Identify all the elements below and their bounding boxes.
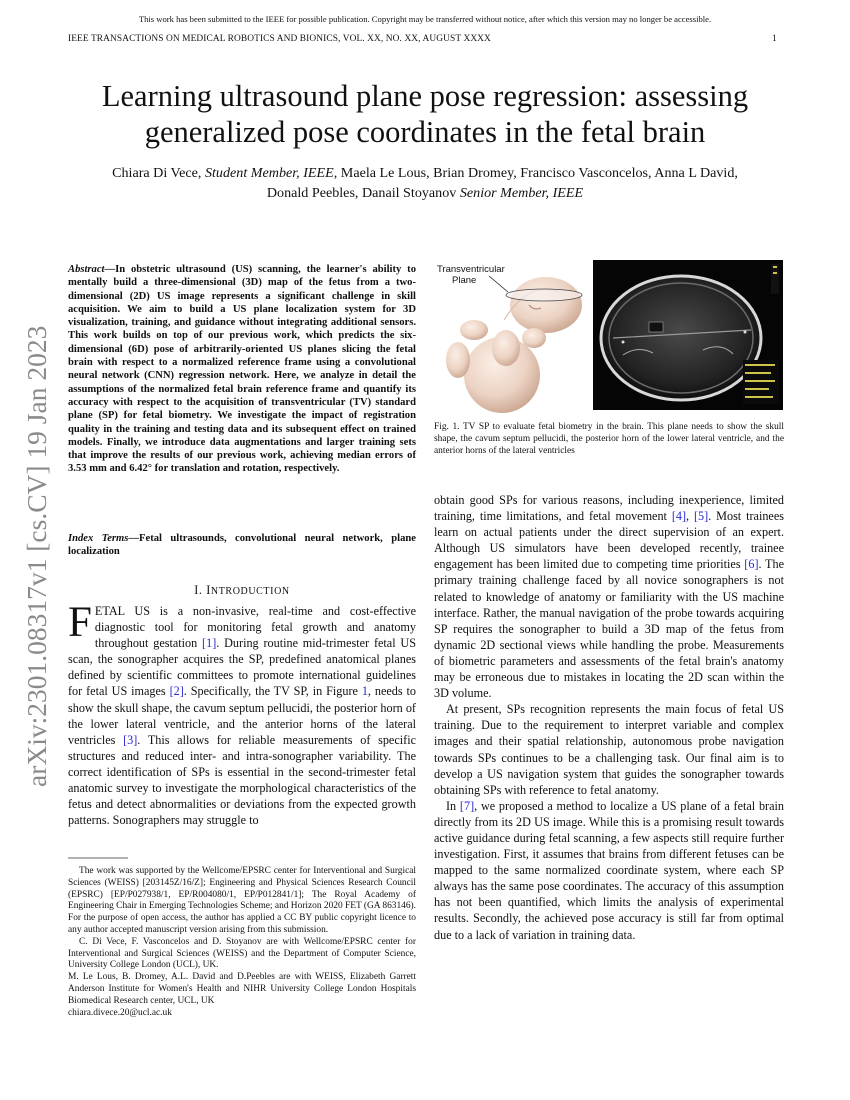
footnote-funding: The work was supported by the Wellcome/EPSRC center for Interventional and Surgical Sciences (WEISS) [203145Z/16/Z]; Engineering and Physical Sciences Research Council (EPSRC) [EP/P027938/1, EP/R004080/1, EP/P012841/1]; The Royal Academy of Engineering Chair in Emerging Technologies Scheme; and Horizon 2020 FET (GA 863146). For the purpose of open access, the author has applied a CC BY public copyright licence to any author accepted manuscript version arising from this submission. <box>68 866 416 935</box>
section-heading <box>68 583 416 598</box>
paragraph-text: . Most trainees learn on actual patients under the direct supervision of an expert. Although US simulators have been developed recently, trainee engagement has been limited due to competing time priorities <box>434 509 784 572</box>
authors-text: Chiara Di Vece, <box>112 165 205 181</box>
paragraph-text: . The primary training challenge faced by all novice sonographers is not related to knowledge of anatomy or familiarity with the US machine interface. Rather, the manual navigation of the probe towards acquiring SP requires the sonographer to build a 3D map of the fetus from dynamic 2D sectional views while handling the probe. Measurements of biometric parameters and assessments of the fetal brain's anatomy may be erroneous due to mistakes in locating the 2D scan within the 3D volume. <box>434 557 785 701</box>
ultrasound-image <box>593 260 783 410</box>
footnote-affiliation-1: C. Di Vece, F. Vasconcelos and D. Stoyanov are with Wellcome/EPSRC center for Interventional and Surgical Sciences (WEISS) and the Department of Computer Science, University College London (UCL), UK. <box>68 936 416 971</box>
section-title: NTRODUCTION <box>210 586 290 597</box>
citation-link[interactable]: [3] <box>123 732 138 747</box>
authors-text: Donald Peebles, Danail Stoyanov <box>266 185 460 201</box>
intro-text: . This allows for reliable measurements of specific structures and reduced inter- and intra-sonographer variability. The correct identification of SPs is essential in the second-trimester fetal anatomic survey to investigate the morphological characteristics of the fetus and detect abnormalities or deviations from the expected growth patterns. Sonographers may struggle to <box>68 732 416 828</box>
paper-title <box>40 78 810 150</box>
running-header: IEEE TRANSACTIONS ON MEDICAL ROBOTICS AND BIONICS, VOL. XX, NO. XX, AUGUST XXXX <box>68 34 491 44</box>
paragraph: At present, SPs recognition represents the main focus of fetal US training. Due to the requirement to interpret variable and complex images and their spatial relationship, autonomous probe navigation towards SPs continues to be a challenging task. Our final aim is to develop a US navigation system that guides the sonographer towards obtaining SPs with reference to fetal anatomy. <box>434 702 784 797</box>
figure-caption: Fig. 1. TV SP to evaluate fetal biometry in the brain. This plane needs to show the skull shape, the cavum septum pellucidi, the posterior horn of the lower lateral ventricle, and the anterior horns of the lateral ventricles <box>434 422 784 456</box>
title-line-1: Learning ultrasound plane pose regression: assessing <box>101 79 749 113</box>
citation-link[interactable]: [1] <box>202 636 217 651</box>
authors-text: , Maela Le Lous, Brian Dromey, Francisco Vasconcelos, Anna L David, <box>333 165 738 181</box>
section-number: I. I <box>194 583 211 597</box>
paragraph <box>434 798 784 943</box>
index-terms-label: Index Terms <box>68 533 129 544</box>
abstract <box>68 263 416 476</box>
plane-label-2: Plane <box>452 275 477 286</box>
introduction-paragraph <box>68 599 416 828</box>
intro-text: ETAL US is a non-invasive, real-time and cost-effective diagnostic tool for monitoring fetal growth and anatomy throughout gestation <box>94 604 416 651</box>
paragraph-text: In <box>446 798 460 813</box>
citation-link[interactable]: [7] <box>459 798 475 813</box>
paragraph <box>434 492 784 701</box>
citation-link[interactable]: [5] <box>693 509 709 524</box>
intro-text: , needs to show the skull shape, the cavum septum pellucidi, the posterior horn of the lower lateral ventricle, and the anterior horns of the lateral ventricles <box>68 684 416 747</box>
citation-link[interactable]: [4] <box>671 509 687 524</box>
author-list <box>50 163 800 203</box>
author-membership: Student Member, IEEE <box>204 165 334 181</box>
intro-text: . Specifically, the TV SP, in Figure <box>183 684 362 699</box>
fetus-illustration <box>434 260 584 420</box>
abstract-text: —In obstetric ultrasound (US) scanning, the learner's ability to mentally build a three-dimensional (3D) map of the fetus from a two-dimensional (2D) US image represents a significant challenge in skill acquisition. We aim to build a US plane localization system for 3D visualization, training, and guidance without integrating additional sensors. This work builds on top of our previous work, which predicts the six-dimensional (6D) pose of arbitrarily-oriented US planes slicing the fetal brain with respect to a normalized reference frame using a convolutional neural network (CNN) regression network. Here, we analyze in detail the assumptions of the normalized fetal brain reference frame and quantify its accuracy with respect to the acquisition of transventricular (TV) standard plane (SP) for fetal biometry. We investigate the impact of registration quality in the training and testing data and its subsequent effect on trained models. Finally, we introduce data augmentations and larger training sets that improve the results of our previous work, achieving median errors of 3.53 mm and 6.42° for translation and rotation, respectively. <box>68 264 416 475</box>
figure-ref-link[interactable]: 1 <box>361 684 368 699</box>
abstract-label: Abstract <box>68 264 105 275</box>
paragraph-text: obtain good SPs for various reasons, including inexperience, limited training, time limitations, and fetal movement <box>434 493 784 524</box>
paragraph-text: , <box>686 509 694 524</box>
right-column-text <box>434 492 784 943</box>
author-membership: Senior Member, IEEE <box>459 185 584 201</box>
index-terms <box>68 532 416 559</box>
citation-link[interactable]: [2] <box>169 684 184 699</box>
citation-link[interactable]: [6] <box>744 557 759 572</box>
index-terms-text: —Fetal ultrasounds, convolutional neural network, plane localization <box>68 533 416 558</box>
copyright-notice: This work has been submitted to the IEEE for possible publication. Copyright may be transferred without notice, after which this version may no longer be accessible. <box>138 14 712 24</box>
page-number: 1 <box>772 34 777 44</box>
drop-cap: F <box>68 599 92 646</box>
footnote-separator <box>68 857 128 859</box>
footnote-email: chiara.divece.20@ucl.ac.uk <box>68 1007 172 1018</box>
arxiv-stamp: arXiv:2301.08317v1 [cs.CV] 19 Jan 2023 <box>21 325 52 787</box>
footnotes <box>68 866 416 1019</box>
footnote-affiliation-2: M. Le Lous, B. Dromey, A.L. David and D.Peebles are with WEISS, Elizabeth Garrett Anderson Institute for Women's Health and NIHR University College London Hospitals Biomedical Research center, UCL, UK <box>68 972 416 1006</box>
title-line-2: generalized pose coordinates in the fetal brain <box>144 115 706 149</box>
figure-1 <box>434 260 784 420</box>
intro-text: . During routine mid-trimester fetal US scan, the sonographer acquires the SP, predefined anatomical planes defined by scientific committees to promote international guidelines for fetal US images <box>68 636 416 699</box>
plane-label-1: Transventricular <box>437 264 505 275</box>
paragraph-text: , we proposed a method to localize a US plane of a fetal brain directly from its 2D US image. While this is a promising result towards active guidance during fetal scanning, a few aspects still require further investigation. First, it assumes that brains from different fetuses can be mapped to the same normalized coordinate system, where each SP always has the same pose coordinates. The accuracy of this assumption has not been quantified, which limits the analysis of experimental results. Secondly, the achieved pose accuracy is still far from optimal due to a lack of variation in training data. <box>434 798 784 942</box>
